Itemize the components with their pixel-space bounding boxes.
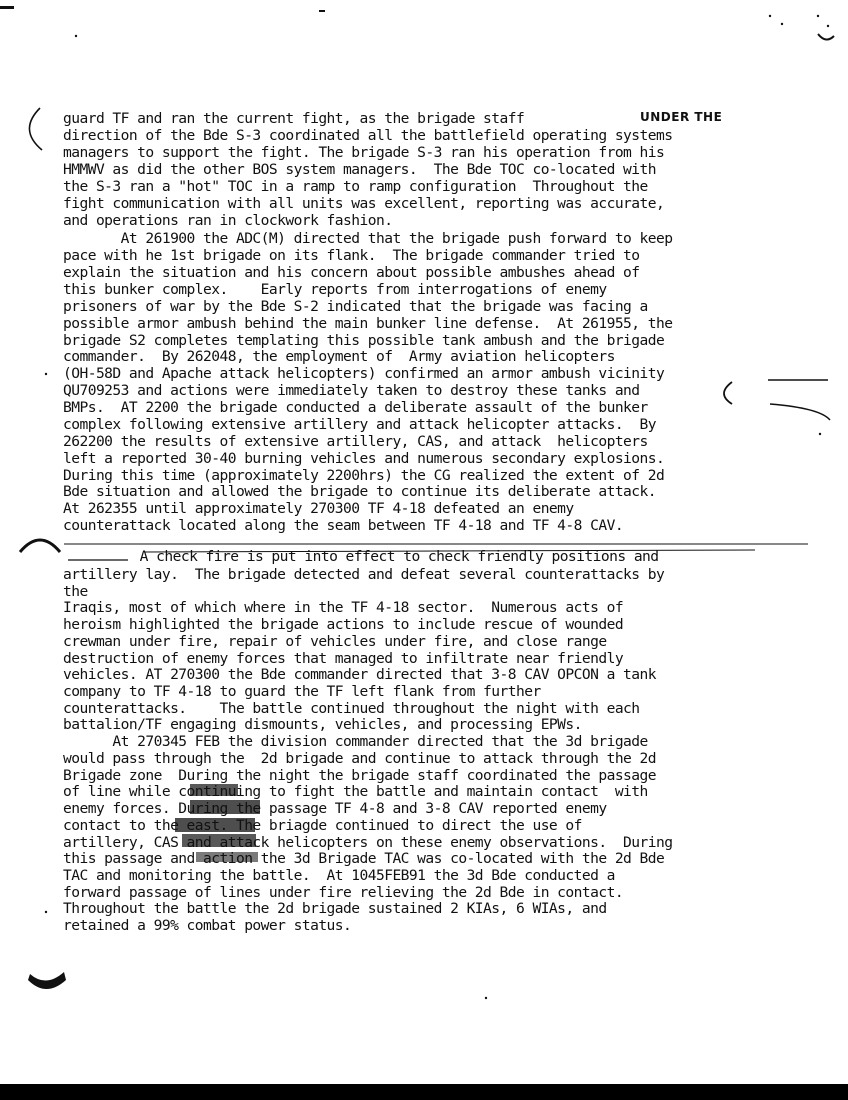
- text-line: brigade S2 completes templating this possible tank ambush and the brigade: [63, 332, 665, 349]
- text-line: explain the situation and his concern about possible ambushes ahead of: [63, 264, 640, 281]
- text-line: complex following extensive artillery and attack helicopter attacks. By: [63, 416, 657, 433]
- text-line: artillery lay. The brigade detected and defeat several counterattacks by: [63, 566, 665, 583]
- text-line: vehicles. AT 270300 the Bde commander directed that 3-8 CAV OPCON a tank: [63, 666, 657, 683]
- text-line: heroism highlighted the brigade actions to include rescue of wounded: [63, 616, 624, 633]
- text-line: this bunker complex. Early reports from interrogations of enemy: [63, 281, 607, 298]
- text-line: direction of the Bde S-3 coordinated all the battlefield operating systems: [63, 127, 673, 144]
- text-line: counterattacks. The battle continued throughout the night with each: [63, 700, 640, 717]
- text-line: left a reported 30-40 burning vehicles and numerous secondary explosions.: [63, 450, 665, 467]
- scan-artifact-dot: [75, 35, 77, 37]
- punch-hole-mark: [818, 34, 834, 40]
- text-line: destruction of enemy forces that managed to infiltrate near friendly: [63, 650, 624, 667]
- text-line: company to TF 4-18 to guard the TF left flank from further: [63, 683, 541, 700]
- text-line: crewman under fire, repair of vehicles under fire, and close range: [63, 633, 607, 650]
- hand-drawn-bracket: [29, 108, 42, 150]
- scan-artifact-dash: [0, 6, 14, 9]
- text-line: TAC and monitoring the battle. At 1045FEB91 the 3d Bde conducted a: [63, 867, 615, 884]
- text-line: contact to the east. The briagde continued to direct the use of: [63, 817, 582, 834]
- text-line: enemy forces. During the passage TF 4-8 and 3-8 CAV reported enemy: [63, 800, 607, 817]
- text-line: HMMWV as did the other BOS system managers. The Bde TOC co-located with: [63, 161, 657, 178]
- text-line: possible armor ambush behind the main bunker line defense. At 261955, the: [63, 315, 673, 332]
- text-line: guard TF and ran the current fight, as the brigade staff: [63, 110, 525, 127]
- hand-drawn-circle: [724, 382, 732, 404]
- text-line: At 261900 the ADC(M) directed that the brigade push forward to keep: [63, 230, 673, 247]
- text-line: would pass through the 2d brigade and continue to attack through the 2d: [63, 750, 657, 767]
- text-line: of line while continuing to fight the battle and maintain contact with: [63, 783, 648, 800]
- punch-hole-mark: [28, 972, 66, 989]
- text-line: and operations ran in clockwork fashion.: [63, 212, 393, 229]
- scan-artifact-dot: [817, 15, 819, 17]
- scan-artifact-dot: [781, 23, 783, 25]
- text-line: artillery, CAS and attack helicopters on these enemy observations. During: [63, 834, 673, 851]
- scan-bottom-edge: [0, 1084, 848, 1100]
- text-line: managers to support the fight. The brigade S-3 ran his operation from his: [63, 144, 665, 161]
- text-line: the: [63, 583, 88, 600]
- text-line: A check fire is put into effect to check friendly positions and: [82, 548, 659, 565]
- text-line: Bde situation and allowed the brigade to continue its deliberate attack.: [63, 483, 657, 500]
- text-line: At 270345 FEB the division commander directed that the 3d brigade: [63, 733, 648, 750]
- text-line: Brigade zone During the night the brigade staff coordinated the passage: [63, 767, 657, 784]
- text-line: counterattack located along the seam between TF 4-18 and TF 4-8 CAV.: [63, 517, 624, 534]
- handwritten-insert: UNDER THE: [640, 110, 723, 124]
- text-line: commander. By 262048, the employment of Army aviation helicopters: [63, 348, 615, 365]
- text-line: fight communication with all units was excellent, reporting was accurate,: [63, 195, 665, 212]
- text-line: Iraqis, most of which where in the TF 4-18 sector. Numerous acts of: [63, 599, 624, 616]
- text-line: this passage and action the 3d Brigade TAC was co-located with the 2d Bde: [63, 850, 665, 867]
- scan-artifact-dot: [769, 15, 771, 17]
- text-line: Throughout the battle the 2d brigade sustained 2 KIAs, 6 WIAs, and: [63, 900, 607, 917]
- scan-artifact-dot: [827, 25, 829, 27]
- text-line: battalion/TF engaging dismounts, vehicles, and processing EPWs.: [63, 716, 582, 733]
- text-line: forward passage of lines under fire relieving the 2d Bde in contact.: [63, 884, 624, 901]
- scan-artifact-dot: [319, 10, 325, 12]
- text-line: During this time (approximately 2200hrs) the CG realized the extent of 2d: [63, 467, 665, 484]
- text-line: At 262355 until approximately 270300 TF 4-18 defeated an enemy: [63, 500, 574, 517]
- text-line: pace with he 1st brigade on its flank. The brigade commander tried to: [63, 247, 640, 264]
- text-line: 262200 the results of extensive artillery, CAS, and attack helicopters: [63, 433, 648, 450]
- scan-artifact-dot: [45, 373, 47, 375]
- hand-drawn-line: [770, 404, 830, 420]
- hand-drawn-mark: [20, 540, 60, 552]
- scan-artifact-dot: [485, 997, 487, 999]
- scan-artifact-dot: [45, 911, 47, 913]
- text-line: retained a 99% combat power status.: [63, 917, 352, 934]
- text-line: the S-3 ran a "hot" TOC in a ramp to ramp configuration Throughout the: [63, 178, 648, 195]
- scan-artifact-dot: [819, 433, 821, 435]
- text-line: BMPs. AT 2200 the brigade conducted a deliberate assault of the bunker: [63, 399, 648, 416]
- text-line: QU709253 and actions were immediately taken to destroy these tanks and: [63, 382, 640, 399]
- text-line: prisoners of war by the Bde S-2 indicated that the brigade was facing a: [63, 298, 648, 315]
- text-line: (OH-58D and Apache attack helicopters) confirmed an armor ambush vicinity: [63, 365, 665, 382]
